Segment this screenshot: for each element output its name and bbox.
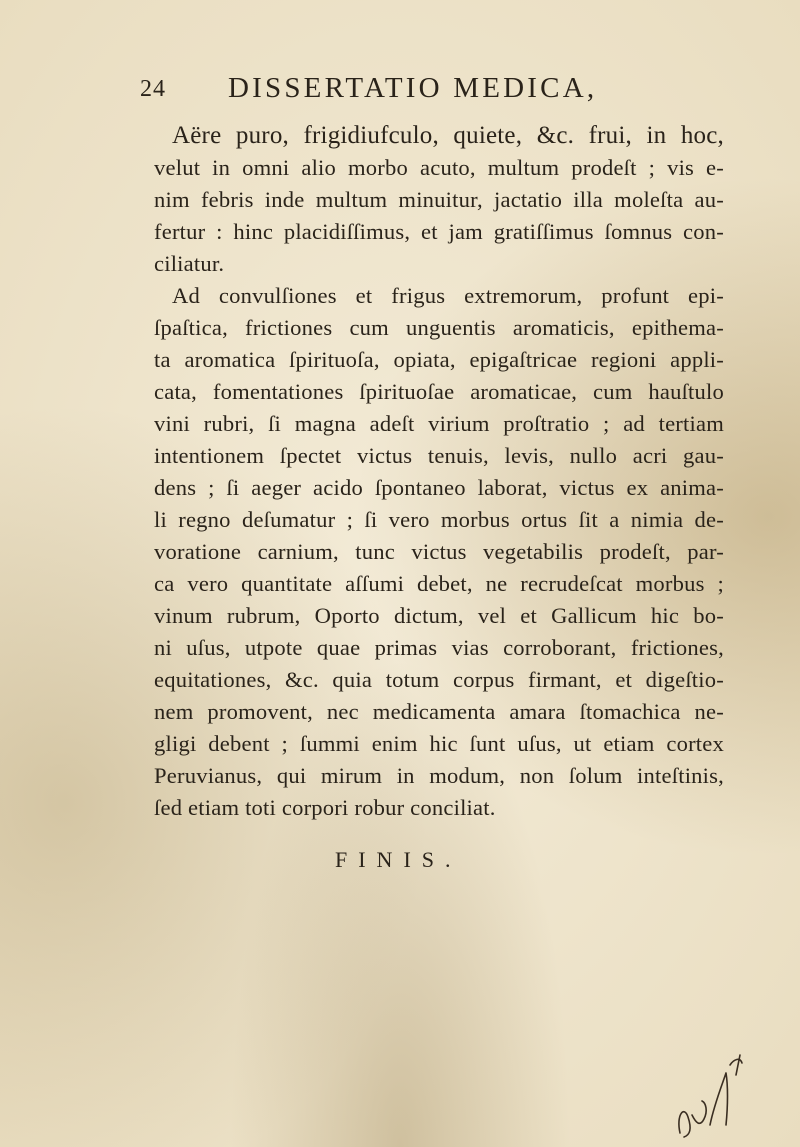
text-line: equitationes, &c. quia totum corpus firmant, et digeſtio- (154, 667, 724, 692)
text-line: voratione carnium, tunc victus vegetabilis prodeſt, par- (154, 539, 724, 564)
text-line: Ad convulſiones et frigus extremorum, profunt epi- (172, 283, 724, 308)
text-line: fertur : hinc placidiſſimus, et jam gratiſſimus ſomnus con- (154, 219, 724, 244)
text-line: ca vero quantitate aſſumi debet, ne recrudeſcat morbus ; (154, 571, 724, 596)
body-text (154, 120, 724, 824)
text-line: li regno deſumatur ; ſi vero morbus ortus ſit a nimia de- (154, 507, 724, 532)
page-number: 24 (140, 76, 166, 102)
text-line: vinum rubrum, Oporto dictum, vel et Gallicum hic bo- (154, 603, 724, 628)
text-line: ni uſus, utpote quae primas vias corroborant, frictiones, (154, 635, 724, 660)
text-line: vini rubri, ſi magna adeſt virium proſtratio ; ad tertiam (154, 411, 724, 436)
handwritten-mark (670, 1045, 760, 1140)
text-line: ciliatur. (154, 251, 225, 276)
text-line: nem promovent, nec medicamenta amara ſtomachica ne- (154, 699, 724, 724)
text-line: ſed etiam toti corpori robur conciliat. (154, 795, 496, 820)
running-head: DISSERTATIO MEDICA, (228, 72, 598, 104)
text-line: dens ; ſi aeger acido ſpontaneo laborat, victus ex anima- (154, 475, 724, 500)
text-line: ſpaſtica, frictiones cum unguentis aromaticis, epithema- (154, 315, 724, 340)
text-line: nim febris inde multum minuitur, jactatio illa moleſta au- (154, 187, 724, 212)
text-line: Peruvianus, qui mirum in modum, non ſolum inteſtinis, (154, 763, 724, 788)
finis-heading: FINIS. (335, 847, 462, 872)
text-line: cata, fomentationes ſpirituoſae aromaticae, cum hauſtulo (154, 379, 724, 404)
text-line: gligi debent ; ſummi enim hic ſunt uſus, ut etiam cortex (154, 731, 724, 756)
text-line: intentionem ſpectet victus tenuis, levis, nullo acri gau- (154, 443, 724, 468)
text-line: velut in omni alio morbo acuto, multum prodeſt ; vis e- (154, 155, 724, 180)
text-line: ta aromatica ſpirituoſa, opiata, epigaſtricae regioni appli- (154, 347, 724, 372)
text-line: Aëre puro, frigidiufculo, quiete, &c. frui, in hoc, (172, 122, 724, 149)
